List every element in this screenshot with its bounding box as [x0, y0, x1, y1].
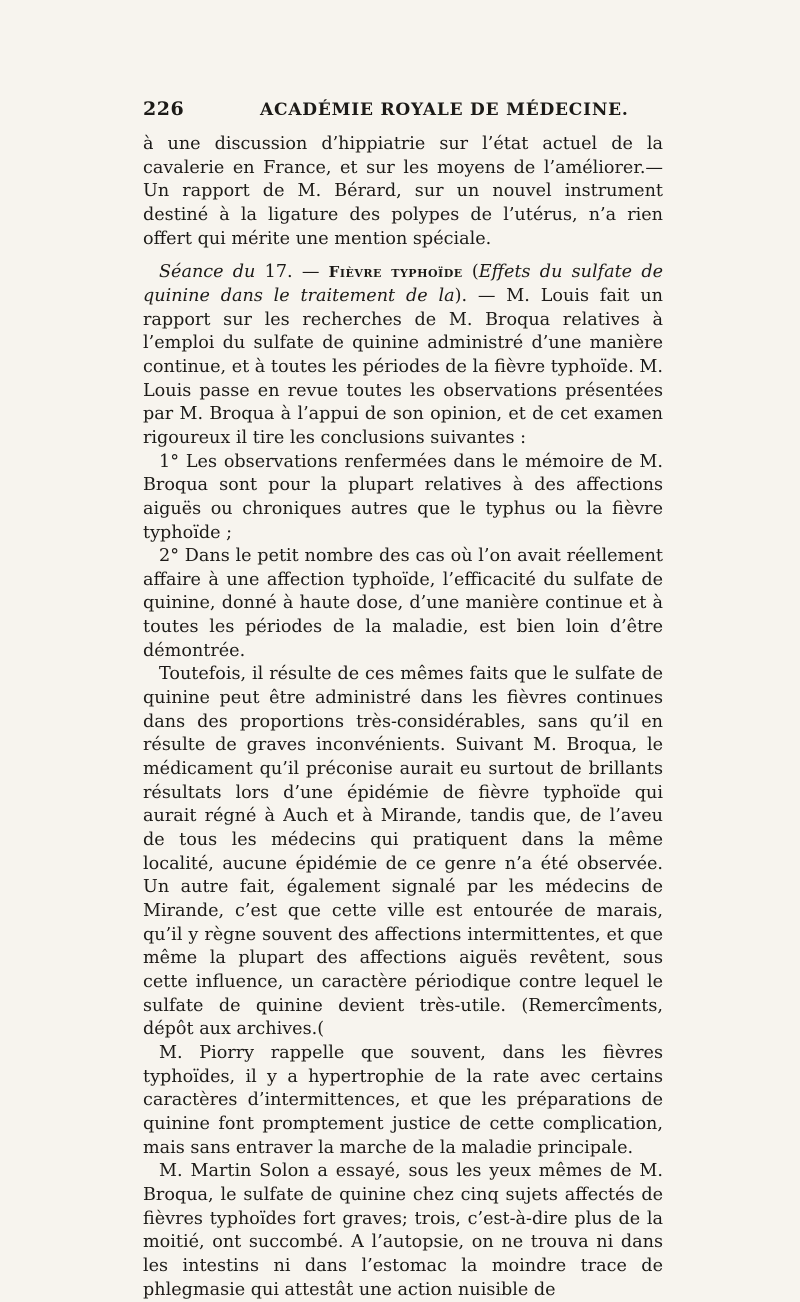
section-gap [143, 251, 663, 261]
paragraph-conclusion-1: 1° Les observations renfermées dans le mémoire de M. Broqua sont pour la plupart relatives à des affections aiguës ou chroniques autres que le typhus ou la fièvre typhoïde ; [143, 451, 663, 543]
topic-subtitle: Effets du sulfate de quinine dans le traitement de la [143, 262, 664, 306]
seance-day: 17. — [255, 262, 329, 283]
page-number: 226 [143, 98, 185, 120]
seance-topic: Fièvre typhoïde [328, 263, 463, 282]
paren-close: ). — [454, 285, 507, 306]
paragraph-toutefois: Toutefois, il résulte de ces mêmes faits que le sulfate de quinine peut être administré dans les fièvres continues dans des proportions très-considérables, sans qu’il en résulte de graves inconvénients. Suivant M. Broqua, le médicament qu’il préconise aurait eu surtout de brillants résultats lors d’une épidémie de fièvre typhoïde qui aurait régné à Auch et à Mirande, tandis que, de l’aveu de tous les médecins qui pratiquent dans la même localité, aucune épidémie de ce genre n’a été observée. Un autre fait, également signalé par les médecins de Mirande, c’est que cette ville est entourée de marais, qu’il y règne souvent des affections intermittentes, et que même la plupart des affections aiguës revêtent, sous cette influence, un caractère périodique contre lequel le sulfate de quinine devient très-utile. (Remercîments, dépôt aux archives.( [143, 664, 663, 1040]
page-header [143, 98, 663, 128]
seance-text: M. Louis fait un rapport sur les recherches de M. Broqua relatives à l’emploi du sulfate de quinine administré d’une manière continue, et à toutes les périodes de la fièvre typhoïde. M. Louis passe en revue toutes les observations présentées par M. Broqua à l’appui de son opinion, et de cet examen rigoureux il tire les conclusions suivantes : [143, 285, 664, 448]
running-title: ACADÉMIE ROYALE DE MÉDECINE. [260, 100, 629, 120]
paragraph-piorry: M. Piorry rappelle que souvent, dans les fièvres typhoïdes, il y a hypertrophie de la rate avec certains caractères d’intermittences, et que les préparations de quinine font promptement justice de cette complication, mais sans entraver la marche de la maladie principale. [143, 1042, 663, 1158]
page-body [143, 133, 663, 1302]
paragraph-seance [143, 261, 663, 450]
seance-label: Séance du [159, 262, 256, 283]
paren-open: ( [462, 262, 479, 283]
paragraph-martin-solon: M. Martin Solon a essayé, sous les yeux mêmes de M. Broqua, le sulfate de quinine chez cinq sujets affectés de fièvres typhoïdes fort graves; trois, c’est-à-dire plus de la moitié, ont succombé. A l’autopsie, on ne trouva ni dans les intestins ni dans l’estomac la moindre trace de phlegmasie qui attestât une action nuisible de [143, 1161, 663, 1300]
paragraph-1: à une discussion d’hippiatrie sur l’état actuel de la cavalerie en France, et sur les moyens de l’améliorer.— Un rapport de M. Bérard, sur un nouvel instrument destiné à la ligature des polypes de l’utérus, n’a rien offert qui mérite une mention spéciale. [143, 134, 663, 249]
paragraph-conclusion-2: 2° Dans le petit nombre des cas où l’on avait réellement affaire à une affection typhoïde, l’efficacité du sulfate de quinine, donné à haute dose, d’une manière continue et à toutes les périodes de la maladie, est bien loin d’être démontrée. [143, 546, 663, 661]
